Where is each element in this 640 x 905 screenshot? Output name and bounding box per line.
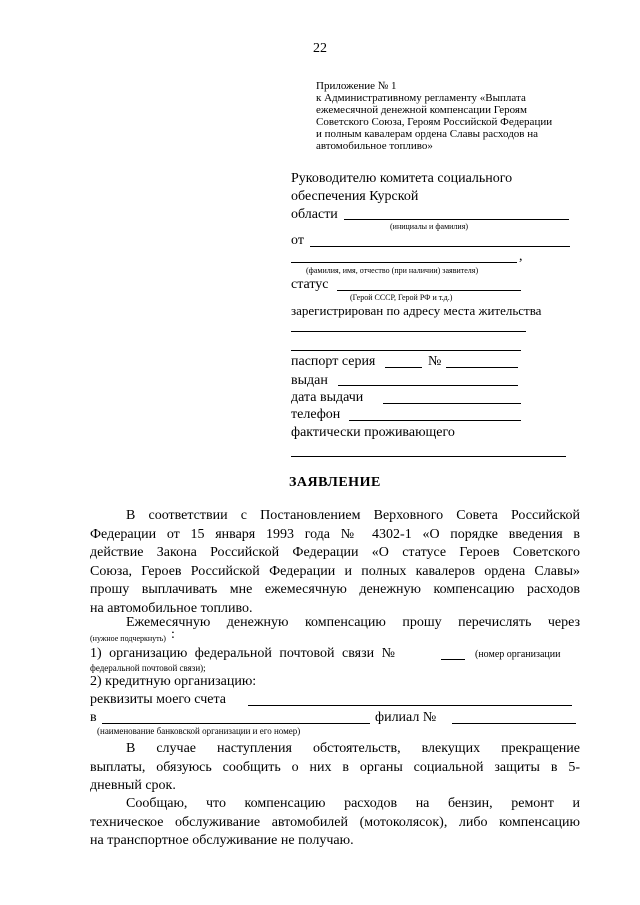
issued-label: выдан (291, 373, 328, 388)
paragraph-line: Федерации от 15 января 1993 года № 4302-1 «О порядке введения в (90, 526, 580, 542)
hint-underline: (нужное подчеркнуть) (90, 634, 166, 643)
blank-line-issue-date[interactable] (383, 403, 521, 404)
blank-line-passport-series[interactable] (385, 367, 422, 368)
hint-fio: (фамилия, имя, отчество (при наличии) заявителя) (306, 266, 479, 275)
paragraph-3 (90, 740, 580, 796)
appendix-line: и полным кавалерам ордена Славы расходов на (316, 128, 538, 140)
comma: , (519, 249, 523, 264)
account-label: реквизиты моего счета (90, 692, 226, 707)
paragraph-line: прошу выплачивать мне ежемесячную денежную компенсацию расходов (90, 582, 580, 597)
option-1-text: 1) организацию федеральной почтовой связи № (90, 646, 395, 661)
blank-line-issued[interactable] (338, 385, 518, 386)
paragraph-line: действие Закона Российской Федерации «О статусе Героев Советского (90, 545, 580, 560)
blank-line-address-2[interactable] (291, 350, 521, 351)
option-2-text: 2) кредитную организацию: (90, 674, 257, 689)
appendix-title: Приложение № 1 (316, 80, 397, 92)
paragraph-line: на транспортное обслуживание не получаю. (90, 833, 354, 848)
appendix-line: ежемесячной денежной компенсации Героям (316, 104, 527, 116)
paragraph-line: на автомобильное топливо. (90, 600, 253, 616)
blank-line-phone[interactable] (349, 420, 521, 421)
issue-date-label: дата выдачи (291, 390, 364, 405)
status-label: статус (291, 277, 329, 292)
blank-line-account[interactable] (248, 705, 572, 706)
document-heading: ЗАЯВЛЕНИЕ (289, 475, 381, 490)
passport-number-label: № (428, 354, 442, 369)
paragraph-line: Союза, Героев Российской Федерации и полных кавалеров ордена Славы» (90, 563, 580, 579)
blank-line-address-1[interactable] (291, 331, 526, 332)
blank-line-from[interactable] (310, 246, 570, 247)
option-1-hint-b: федеральной почтовой связи); (90, 663, 206, 673)
paragraph-line: техническое обслуживание автомобилей (мотоколясок), либо компенсацию (90, 814, 580, 830)
blank-line-branch[interactable] (452, 723, 576, 724)
appendix-line: к Административному регламенту «Выплата (316, 92, 526, 104)
paragraph-line: дневный срок. (90, 778, 176, 793)
appendix-line: автомобильное топливо» (316, 140, 433, 152)
paragraph-1 (90, 507, 580, 618)
paragraph-2 (90, 614, 580, 633)
paragraph-line: Ежемесячную денежную компенсацию прошу перечислять через (126, 615, 580, 630)
paragraph-line: Сообщаю, что компенсацию расходов на бензин, ремонт и (126, 796, 580, 811)
hint-initials: (инициалы и фамилия) (390, 222, 469, 231)
option-1-hint-a: (номер организации (475, 649, 561, 660)
branch-label: филиал № (375, 710, 437, 725)
appendix-line: Советского Союза, Героям Российской Федерации (316, 116, 553, 128)
hint-status: (Герой СССР, Герой РФ и т.д.) (350, 293, 453, 302)
phone-label: телефон (291, 407, 341, 422)
actual-residence-label: фактически проживающего (291, 425, 455, 440)
blank-line-fio[interactable] (291, 262, 517, 263)
blank-line-initials[interactable] (344, 219, 569, 220)
addressee-line: Руководителю комитета социального (291, 171, 513, 186)
blank-line-status[interactable] (337, 290, 521, 291)
paragraph-line: выплаты, обязуюсь сообщить о них в органы социальной защиты в 5- (90, 759, 580, 775)
passport-series-label: паспорт серия (291, 354, 376, 369)
hint-bank: (наименование банковской организации и его номер) (97, 726, 301, 736)
addressee-line: обеспечения Курской (291, 189, 419, 204)
addressee-line: области (291, 207, 338, 222)
registered-label: зарегистрирован по адресу места жительства (291, 303, 542, 318)
blank-line-bank[interactable] (102, 723, 370, 724)
colon: : (171, 627, 175, 642)
blank-line-passport-number[interactable] (446, 367, 518, 368)
page-number: 22 (313, 41, 327, 56)
blank-line-residence[interactable] (291, 456, 566, 457)
from-label: от (291, 233, 304, 248)
paragraph-line: В случае наступления обстоятельств, влекущих прекращение (126, 741, 580, 756)
in-label: в (90, 710, 97, 725)
paragraph-line: В соответствии с Постановлением Верховного Совета Российской (126, 508, 580, 523)
blank-line-post-office[interactable] (441, 659, 465, 660)
paragraph-4 (90, 795, 580, 851)
